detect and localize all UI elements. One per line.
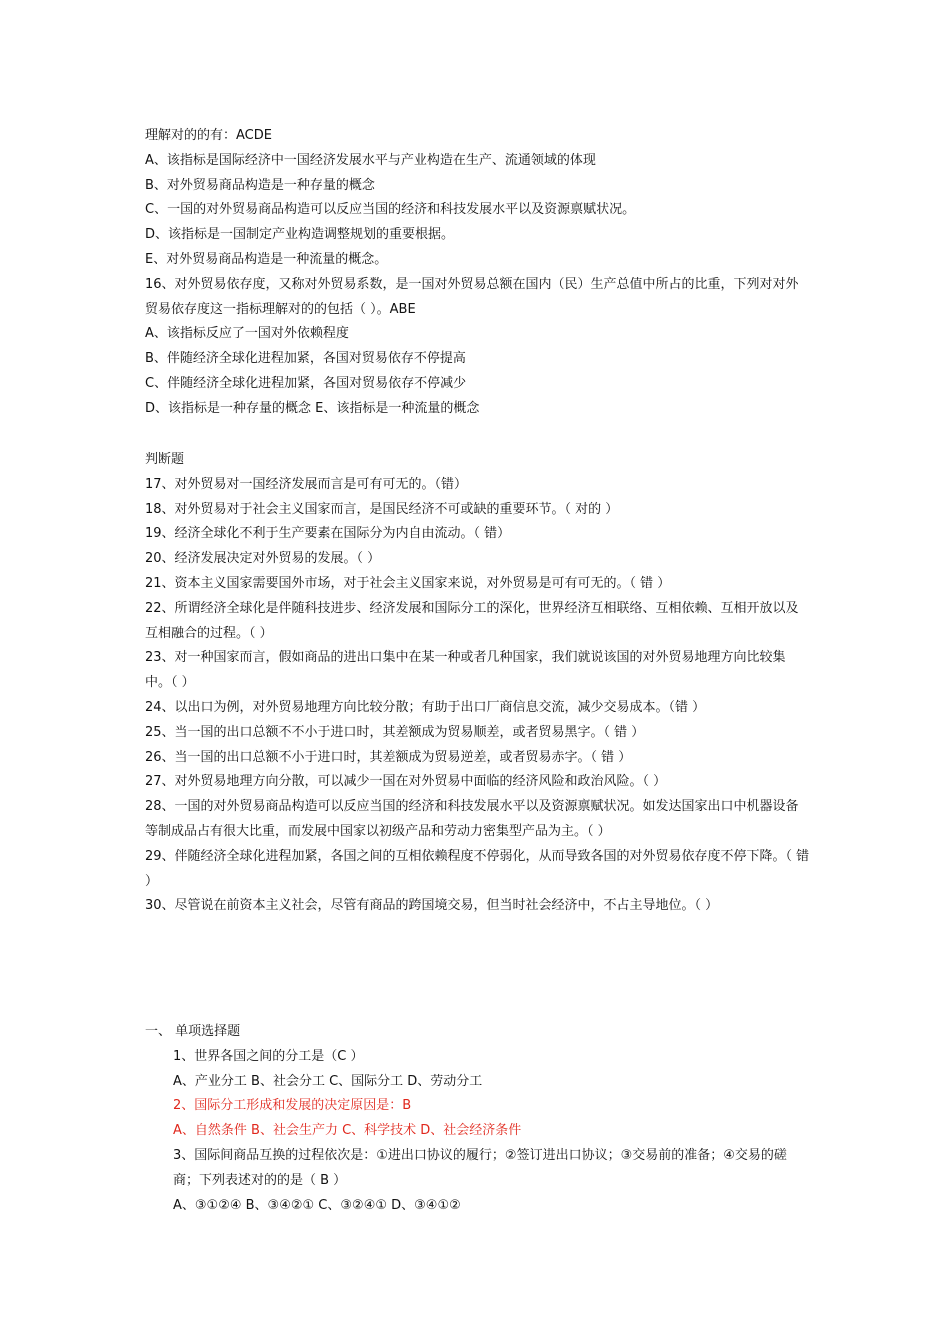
single-choice-questions bbox=[145, 1045, 810, 1219]
section-true-false bbox=[145, 448, 810, 919]
question-29: 29、伴随经济全球化进程加紧，各国之间的互相依赖程度不停弱化，从而导致各国的对外贸易依存度不停下降。（ 错 ） bbox=[145, 848, 810, 889]
option-line: A、该指标反应了一国对外依赖程度 bbox=[145, 326, 349, 342]
question-18: 18、对外贸易对于社会主义国家而言，是国民经济不可或缺的重要环节。（ 对的 ） bbox=[145, 501, 619, 517]
option-line: B、伴随经济全球化进程加紧，各国对贸易依存不停提高 bbox=[145, 351, 466, 367]
question-17: 17、对外贸易对一国经济发展而言是可有可无的。（错） bbox=[145, 476, 468, 492]
option-line: C、一国的对外贸易商品构造可以反应当国的经济和科技发展水平以及资源禀赋状况。 bbox=[145, 202, 636, 218]
question-30: 30、尽管说在前资本主义社会，尽管有商品的跨国境交易，但当时社会经济中，不占主导地位。（ ） bbox=[145, 898, 719, 914]
question-27: 27、对外贸易地理方向分散，可以减少一国在对外贸易中面临的经济风险和政治风险。（ ） bbox=[145, 774, 667, 790]
option-line: B、对外贸易商品构造是一种存量的概念 bbox=[145, 177, 375, 193]
question-26: 26、当一国的出口总额不小于进口时，其差额成为贸易逆差，或者贸易赤字。（ 错 ） bbox=[145, 749, 632, 765]
question-28: 28、一国的对外贸易商品构造可以反应当国的经济和科技发展水平以及资源禀赋状况。如发达国家出口中机器设备等制成品占有很大比重，而发展中国家以初级产品和劳动力密集型产品为主。（ ） bbox=[145, 799, 799, 839]
question-24: 24、以出口为例，对外贸易地理方向比较分散；有助于出口厂商信息交流，减少交易成本。（错 ） bbox=[145, 699, 706, 715]
section-single-choice bbox=[145, 1020, 810, 1218]
question-21: 21、资本主义国家需要国外市场，对于社会主义国家来说，对外贸易是可有可无的。（ 错 ） bbox=[145, 575, 671, 591]
option-line: E、对外贸易商品构造是一种流量的概念。 bbox=[145, 251, 388, 267]
option-line: D、该指标是一国制定产业构造调整规划的重要根据。 bbox=[145, 227, 455, 243]
option-line: C、伴随经济全球化进程加紧，各国对贸易依存不停减少 bbox=[145, 375, 467, 391]
answer-line: 理解对的的有：ACDE bbox=[145, 128, 272, 143]
option-line: D、该指标是一种存量的概念 E、该指标是一种流量的概念 bbox=[145, 400, 480, 416]
question-16: 16、对外贸易依存度，又称对外贸易系数，是一国对外贸易总额在国内（民）生产总值中所占的比重，下列对对外贸易依存度这一指标理解对的的包括（ ）。ABE bbox=[145, 276, 799, 317]
question-22: 22、所谓经济全球化是伴随科技进步、经济发展和国际分工的深化，世界经济互相联络、互相依赖、互相开放以及互相融合的过程。（ ） bbox=[145, 600, 799, 641]
question-3: 3、国际间商品互换的过程依次是：①进出口协议的履行；②签订进出口协议；③交易前的准备；④交易的磋商；下列表述对的的是（ B ） bbox=[173, 1147, 787, 1188]
question-1: 1、世界各国之间的分工是（C ） bbox=[173, 1048, 364, 1064]
question-19: 19、经济全球化不利于生产要素在国际分为内自由流动。（ 错） bbox=[145, 526, 511, 542]
question-3-options: A、③①②④ B、③④②① C、③②④① D、③④①② bbox=[173, 1197, 461, 1213]
question-2: 2、国际分工形成和发展的决定原因是：B bbox=[173, 1098, 412, 1114]
question-2-options: A、自然条件 B、社会生产力 C、科学技术 D、社会经济条件 bbox=[173, 1123, 522, 1139]
question-23: 23、对一种国家而言，假如商品的进出口集中在某一种或者几种国家，我们就说该国的对外贸易地理方向比较集中。（ ） bbox=[145, 650, 786, 691]
question-1-options: A、产业分工 B、社会分工 C、国际分工 D、劳动分工 bbox=[173, 1073, 483, 1089]
question-25: 25、当一国的出口总额不不小于进口时，其差额成为贸易顺差，或者贸易黑字。（ 错 ） bbox=[145, 724, 645, 740]
section-heading: 判断题 bbox=[145, 452, 185, 467]
question-20: 20、经济发展决定对外贸易的发展。（ ） bbox=[145, 551, 381, 567]
section-multiple-choice-continued bbox=[145, 124, 810, 422]
section-heading: 一、 单项选择题 bbox=[145, 1024, 241, 1039]
option-line: A、该指标是国际经济中一国经济发展水平与产业构造在生产、流通领域的体现 bbox=[145, 152, 596, 168]
